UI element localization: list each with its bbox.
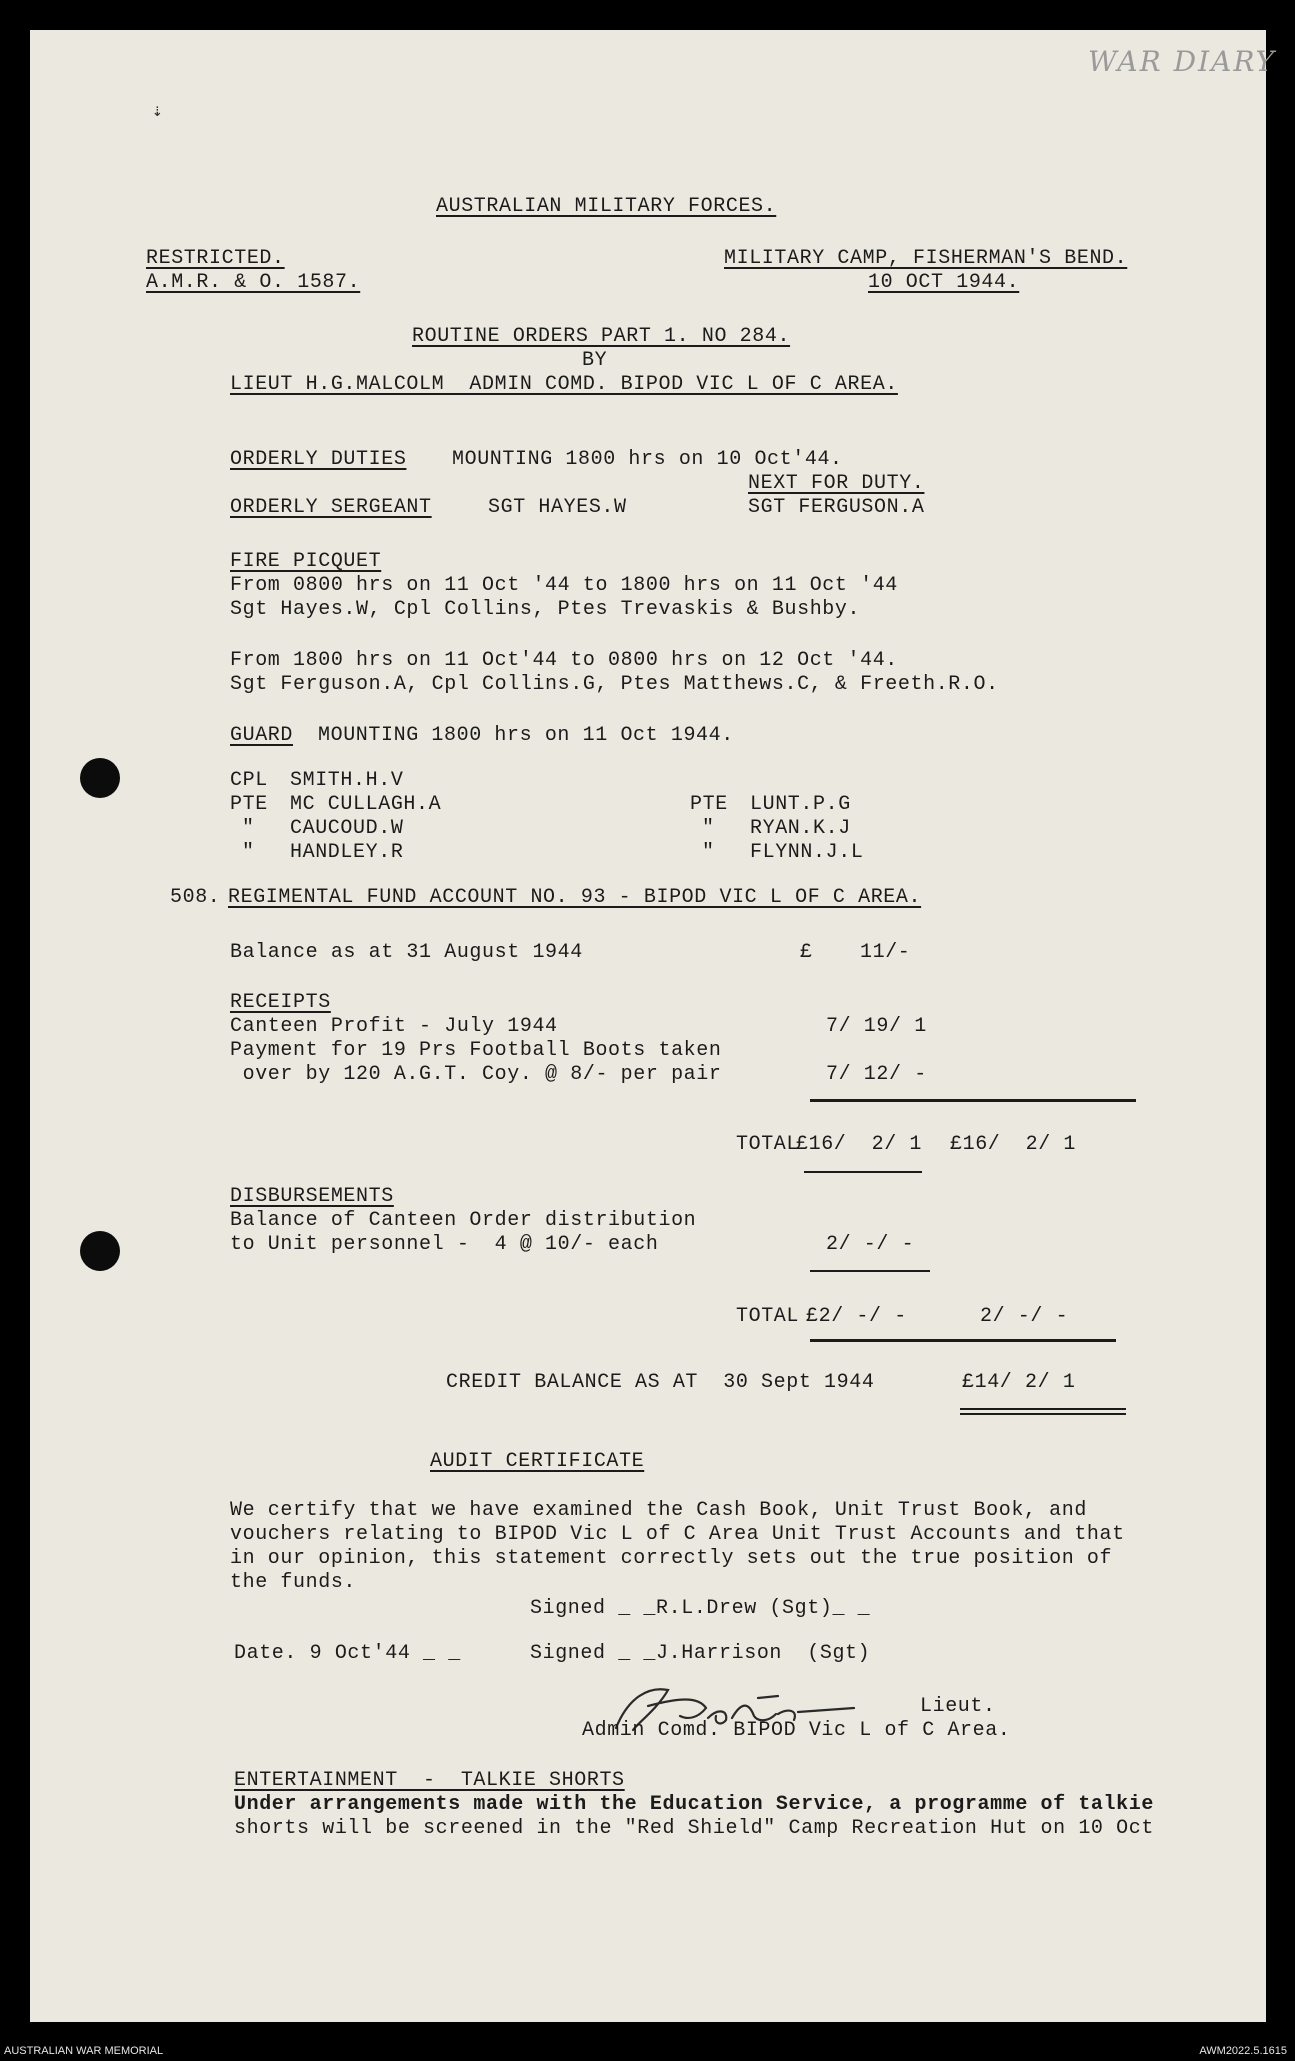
guard-rank: " — [242, 841, 255, 864]
orderly-duties-heading: ORDERLY DUTIES — [230, 448, 407, 471]
location: MILITARY CAMP, FISHERMAN'S BEND. — [724, 247, 1128, 270]
issuer: LIEUT H.G.MALCOLM ADMIN COMD. BIPOD VIC L OF C AREA. — [230, 373, 898, 396]
audit-date: Date. 9 Oct'44 _ _ — [234, 1642, 461, 1665]
document-page — [30, 30, 1277, 2022]
disbursement-label: Balance of Canteen Order distribution — [230, 1209, 697, 1232]
total-value: 2/ -/ - — [980, 1305, 1069, 1328]
audit-line: in our opinion, this statement correctly sets out the true position of — [230, 1547, 1113, 1570]
disbursements-heading: DISBURSEMENTS — [230, 1185, 394, 1208]
fire-picquet-line: From 1800 hrs on 11 Oct'44 to 0800 hrs on 12 Oct '44. — [230, 649, 898, 672]
double-rule — [960, 1413, 1126, 1415]
divider-rule — [810, 1099, 1136, 1102]
guard-mounting: MOUNTING 1800 hrs on 11 Oct 1944. — [318, 724, 734, 747]
balance-label: Balance as at 31 August 1944 — [230, 941, 583, 964]
fire-picquet-line: From 0800 hrs on 11 Oct '44 to 1800 hrs on 11 Oct '44 — [230, 574, 898, 597]
signature-line: Signed _ _R.L.Drew (Sgt)_ _ — [530, 1597, 871, 1620]
punch-hole — [80, 758, 120, 798]
guard-name: MC CULLAGH.A — [290, 793, 442, 816]
footer-reference: AWM2022.5.1615 — [1199, 2045, 1287, 2057]
entertainment-line: shorts will be screened in the "Red Shield" Camp Recreation Hut on 10 Oct — [234, 1817, 1154, 1840]
receipt-label: Payment for 19 Prs Football Boots taken — [230, 1039, 722, 1062]
fund-heading: REGIMENTAL FUND ACCOUNT NO. 93 - BIPOD VIC L OF C AREA. — [228, 886, 922, 909]
signature-line: Signed _ _J.Harrison (Sgt) — [530, 1642, 871, 1665]
divider-rule — [810, 1270, 930, 1272]
guard-name: RYAN.K.J — [750, 817, 851, 840]
audit-line: the funds. — [230, 1571, 357, 1594]
orderly-mounting: MOUNTING 1800 hrs on 10 Oct'44. — [452, 448, 843, 471]
double-rule — [960, 1408, 1126, 1410]
total-value: £2/ -/ - — [806, 1305, 907, 1328]
restricted-label: RESTRICTED. — [146, 247, 285, 270]
divider-rule — [804, 1171, 922, 1173]
amr-reference: A.M.R. & O. 1587. — [146, 271, 361, 294]
guard-name: FLYNN.J.L — [750, 841, 864, 864]
guard-rank: " — [702, 841, 715, 864]
entertainment-line: Under arrangements made with the Education Service, a programme of talkie — [234, 1793, 1154, 1816]
guard-rank: CPL — [230, 769, 268, 792]
receipts-heading: RECEIPTS — [230, 991, 331, 1014]
guard-heading: GUARD — [230, 724, 294, 747]
receipt-label: Canteen Profit - July 1944 — [230, 1015, 558, 1038]
fire-picquet-line: Sgt Hayes.W, Cpl Collins, Ptes Trevaskis & Bushby. — [230, 598, 861, 621]
credit-balance-value: £14/ 2/ 1 — [962, 1371, 1076, 1394]
total-value: £16/ 2/ 1 — [950, 1133, 1077, 1156]
order-date: 10 OCT 1944. — [868, 271, 1020, 294]
fire-picquet-line: Sgt Ferguson.A, Cpl Collins.G, Ptes Matthews.C, & Freeth.R.O. — [230, 673, 999, 696]
balance-currency: £ — [800, 941, 813, 964]
footer-source: AUSTRALIAN WAR MEMORIAL — [4, 2045, 164, 2057]
credit-balance-label: CREDIT BALANCE AS AT 30 Sept 1944 — [446, 1371, 875, 1394]
guard-rank: " — [242, 817, 255, 840]
handwritten-note: WAR DIARY — [1088, 45, 1277, 78]
guard-rank: PTE — [690, 793, 728, 816]
audit-line: vouchers relating to BIPOD Vic L of C Area Unit Trust Accounts and that — [230, 1523, 1125, 1546]
total-label: TOTAL — [736, 1305, 800, 1328]
balance-value: 11/- — [860, 941, 911, 964]
divider-rule — [810, 1339, 1116, 1342]
next-for-duty-label: NEXT FOR DUTY. — [748, 472, 925, 495]
receipt-label: over by 120 A.G.T. Coy. @ 8/- per pair — [230, 1063, 722, 1086]
page-heading: AUSTRALIAN MILITARY FORCES. — [436, 195, 777, 218]
disbursement-value: 2/ -/ - — [826, 1233, 915, 1256]
pin-mark: ⇣ — [152, 102, 163, 122]
guard-name: HANDLEY.R — [290, 841, 404, 864]
total-label: TOTAL — [736, 1133, 800, 1156]
entertainment-heading: ENTERTAINMENT - TALKIE SHORTS — [234, 1769, 625, 1792]
routine-orders-title: ROUTINE ORDERS PART 1. NO 284. — [412, 325, 791, 348]
audit-heading: AUDIT CERTIFICATE — [430, 1450, 645, 1473]
item-number: 508. — [170, 886, 221, 909]
receipt-value: 7/ 12/ - — [826, 1063, 927, 1086]
signatory-appointment: Admin Comd. BIPOD Vic L of C Area. — [582, 1719, 1011, 1742]
guard-name: CAUCOUD.W — [290, 817, 404, 840]
signatory-rank: Lieut. — [920, 1695, 996, 1718]
receipt-value: 7/ 19/ 1 — [826, 1015, 927, 1038]
total-value: £16/ 2/ 1 — [796, 1133, 923, 1156]
guard-rank: PTE — [230, 793, 268, 816]
orderly-sergeant: SGT HAYES.W — [488, 496, 627, 519]
next-orderly-sergeant: SGT FERGUSON.A — [748, 496, 925, 519]
punch-hole — [80, 1231, 120, 1271]
audit-line: We certify that we have examined the Cash Book, Unit Trust Book, and — [230, 1499, 1087, 1522]
by-label: BY — [582, 349, 608, 372]
fire-picquet-heading: FIRE PICQUET — [230, 550, 382, 573]
guard-rank: " — [702, 817, 715, 840]
orderly-sergeant-label: ORDERLY SERGEANT — [230, 496, 432, 519]
guard-name: SMITH.H.V — [290, 769, 404, 792]
guard-name: LUNT.P.G — [750, 793, 851, 816]
disbursement-label: to Unit personnel - 4 @ 10/- each — [230, 1233, 659, 1256]
